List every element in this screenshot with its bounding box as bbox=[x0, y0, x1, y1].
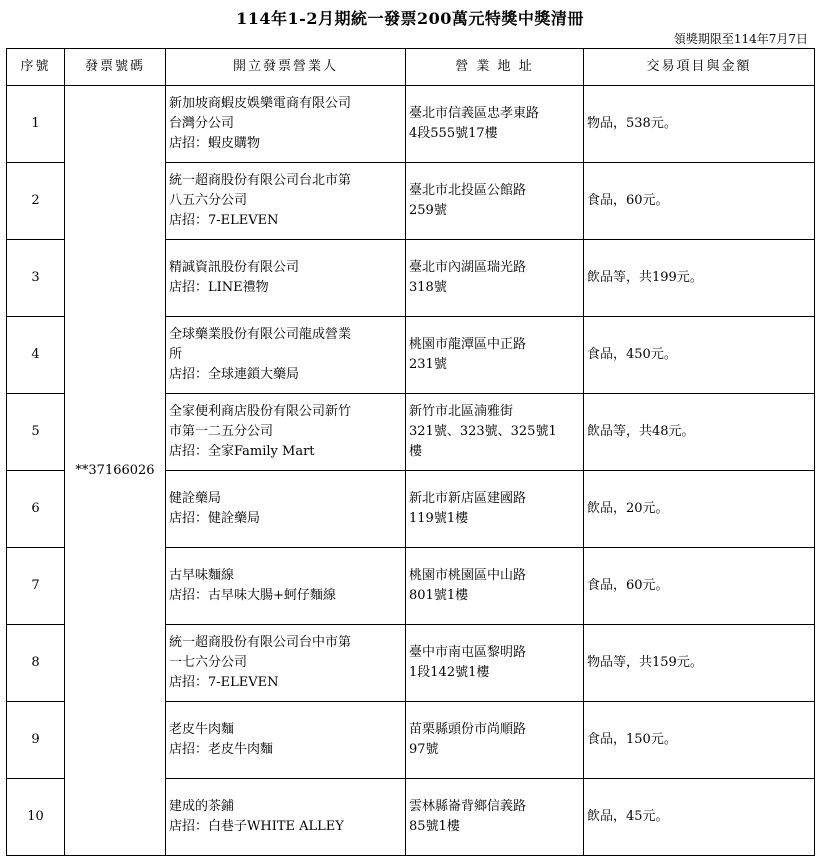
cell-seq: 1 bbox=[7, 86, 65, 163]
cell-address bbox=[406, 548, 584, 625]
cell-address-line: 樓 bbox=[409, 444, 423, 459]
cell-merchant-line: 老皮牛肉麵 bbox=[169, 722, 235, 737]
cell-merchant-line: 店招：古早味大腸+蚵仔麵線 bbox=[169, 588, 336, 603]
cell-address-line: 桃園市龍潭區中正路 bbox=[409, 337, 527, 352]
winner-table bbox=[6, 48, 815, 856]
cell-seq: 2 bbox=[7, 163, 65, 240]
cell-merchant-line: 店招：老皮牛肉麵 bbox=[169, 742, 274, 757]
cell-merchant-line: 全家便利商店股份有限公司新竹 bbox=[169, 404, 352, 419]
cell-address bbox=[406, 163, 584, 240]
cell-seq: 8 bbox=[7, 625, 65, 702]
cell-merchant-line: 店招：全家Family Mart bbox=[169, 444, 315, 459]
cell-item: 食品，150元。 bbox=[584, 702, 815, 779]
cell-seq: 3 bbox=[7, 240, 65, 317]
cell-merchant-line: 店招：7-ELEVEN bbox=[169, 213, 279, 228]
cell-merchant-line: 統一超商股份有限公司台北市第 bbox=[169, 173, 352, 188]
cell-merchant-line: 台灣分公司 bbox=[169, 116, 235, 131]
cell-merchant bbox=[166, 779, 406, 856]
cell-address-line: 新竹市北區湳雅街 bbox=[409, 404, 514, 419]
cell-merchant-line: 八五六分公司 bbox=[169, 193, 248, 208]
cell-seq: 5 bbox=[7, 394, 65, 471]
cell-address-line: 雲林縣崙背鄉信義路 bbox=[409, 799, 527, 814]
cell-item: 飲品等，共199元。 bbox=[584, 240, 815, 317]
cell-merchant-line: 店招：全球連鎖大藥局 bbox=[169, 367, 300, 382]
cell-merchant-line: 健詮藥局 bbox=[169, 491, 222, 506]
cell-merchant-line: 店招：健詮藥局 bbox=[169, 511, 261, 526]
cell-seq: 7 bbox=[7, 548, 65, 625]
cell-invoice-no: **37166026 bbox=[65, 86, 166, 856]
cell-address bbox=[406, 625, 584, 702]
header-seq: 序號 bbox=[7, 49, 65, 86]
cell-merchant-line: 店招：7-ELEVEN bbox=[169, 675, 279, 690]
cell-item: 物品，538元。 bbox=[584, 86, 815, 163]
cell-address bbox=[406, 702, 584, 779]
cell-address-line: 臺北市信義區忠孝東路 bbox=[409, 106, 540, 121]
cell-item: 飲品，20元。 bbox=[584, 471, 815, 548]
cell-item: 食品，450元。 bbox=[584, 317, 815, 394]
cell-address-line: 259號 bbox=[409, 203, 447, 218]
header-item: 交易項目與金額 bbox=[584, 49, 815, 86]
cell-merchant-line: 市第一二五分公司 bbox=[169, 424, 274, 439]
cell-merchant-line: 統一超商股份有限公司台中市第 bbox=[169, 635, 352, 650]
table-row bbox=[7, 86, 815, 163]
cell-address-line: 4段555號17樓 bbox=[409, 126, 498, 141]
cell-address-line: 97號 bbox=[409, 742, 439, 757]
cell-address-line: 1段142號1樓 bbox=[409, 665, 490, 680]
cell-item: 食品，60元。 bbox=[584, 163, 815, 240]
cell-merchant-line: 古早味麵線 bbox=[169, 568, 235, 583]
cell-merchant bbox=[166, 86, 406, 163]
claim-deadline: 領獎期限至114年7月7日 bbox=[673, 32, 808, 46]
cell-item: 飲品，45元。 bbox=[584, 779, 815, 856]
cell-address-line: 801號1樓 bbox=[409, 588, 469, 603]
cell-merchant bbox=[166, 548, 406, 625]
document-title: 114年1-2月期統一發票200萬元特獎中獎清冊 bbox=[236, 9, 584, 28]
cell-address bbox=[406, 317, 584, 394]
cell-merchant bbox=[166, 471, 406, 548]
cell-item: 飲品等，共48元。 bbox=[584, 394, 815, 471]
cell-address-line: 桃園市桃園區中山路 bbox=[409, 568, 527, 583]
cell-merchant bbox=[166, 394, 406, 471]
table-body bbox=[7, 86, 815, 856]
cell-item: 食品，60元。 bbox=[584, 548, 815, 625]
cell-address-line: 231號 bbox=[409, 357, 447, 372]
cell-merchant bbox=[166, 240, 406, 317]
cell-seq: 6 bbox=[7, 471, 65, 548]
cell-address bbox=[406, 394, 584, 471]
cell-address-line: 119號1樓 bbox=[409, 511, 469, 526]
cell-address-line: 318號 bbox=[409, 280, 447, 295]
cell-seq: 9 bbox=[7, 702, 65, 779]
cell-merchant bbox=[166, 625, 406, 702]
cell-seq: 10 bbox=[7, 779, 65, 856]
cell-merchant-line: 所 bbox=[169, 347, 183, 362]
cell-address-line: 新北市新店區建國路 bbox=[409, 491, 527, 506]
cell-address-line: 85號1樓 bbox=[409, 819, 460, 834]
cell-address bbox=[406, 779, 584, 856]
header-address: 營 業 地 址 bbox=[406, 49, 584, 86]
cell-merchant-line: 精誠資訊股份有限公司 bbox=[169, 260, 300, 275]
table-header-row bbox=[7, 49, 815, 86]
cell-merchant bbox=[166, 317, 406, 394]
header-invoice-no: 發票號碼 bbox=[65, 49, 166, 86]
cell-address bbox=[406, 240, 584, 317]
cell-address-line: 321號、323號、325號1 bbox=[409, 424, 557, 439]
cell-merchant-line: 店招：蝦皮購物 bbox=[169, 136, 261, 151]
cell-merchant bbox=[166, 702, 406, 779]
cell-address-line: 臺中市南屯區黎明路 bbox=[409, 645, 527, 660]
cell-merchant bbox=[166, 163, 406, 240]
cell-merchant-line: 一七六分公司 bbox=[169, 655, 248, 670]
cell-merchant-line: 建成的茶鋪 bbox=[169, 799, 235, 814]
header-merchant: 開立發票營業人 bbox=[166, 49, 406, 86]
cell-item: 物品等，共159元。 bbox=[584, 625, 815, 702]
cell-merchant-line: 店招：LINE禮物 bbox=[169, 280, 269, 295]
cell-address bbox=[406, 86, 584, 163]
cell-merchant-line: 新加坡商蝦皮娛樂電商有限公司 bbox=[169, 96, 352, 111]
cell-seq: 4 bbox=[7, 317, 65, 394]
cell-merchant-line: 全球藥業股份有限公司龍成營業 bbox=[169, 327, 352, 342]
cell-address-line: 臺北市北投區公館路 bbox=[409, 183, 527, 198]
cell-address-line: 臺北市內湖區瑞光路 bbox=[409, 260, 527, 275]
cell-merchant-line: 店招：白巷子WHITE ALLEY bbox=[169, 819, 344, 834]
cell-address bbox=[406, 471, 584, 548]
cell-address-line: 苗栗縣頭份市尚順路 bbox=[409, 722, 527, 737]
